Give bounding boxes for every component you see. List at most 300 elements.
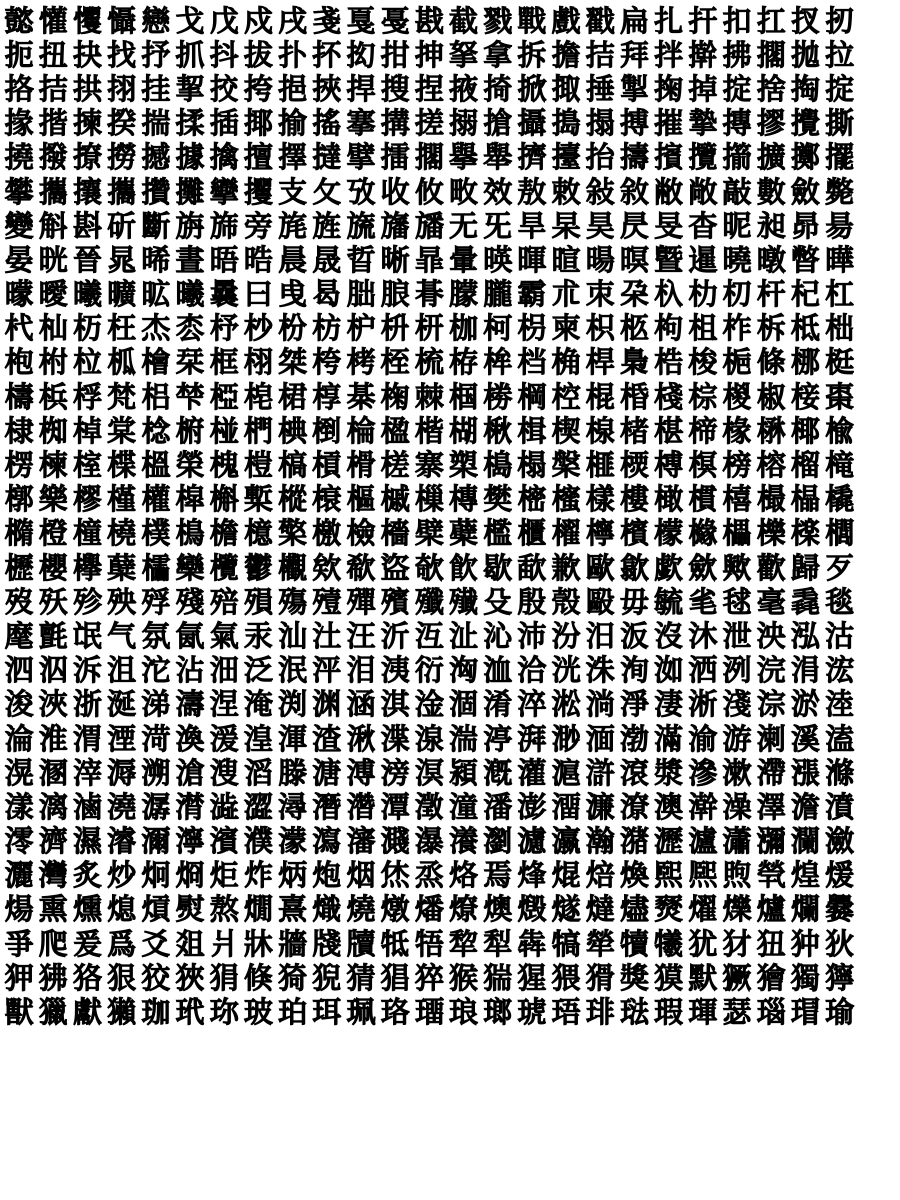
glyph: 攀 <box>4 174 34 209</box>
glyph: 犧 <box>654 926 684 961</box>
glyph-row <box>2 38 900 72</box>
glyph: 歔 <box>654 550 684 585</box>
glyph: 滷 <box>72 789 102 824</box>
glyph-row <box>2 141 900 175</box>
glyph: 滲 <box>688 755 718 790</box>
glyph: 殪 <box>312 584 342 619</box>
glyph: 椚 <box>243 413 273 448</box>
glyph: 揆 <box>107 106 137 141</box>
glyph: 櫚 <box>825 516 855 551</box>
glyph: 暃 <box>414 242 444 277</box>
glyph: 涵 <box>346 687 376 722</box>
glyph: 曁 <box>654 242 684 277</box>
glyph: 昵 <box>722 208 752 243</box>
glyph: 瑜 <box>825 995 855 1030</box>
glyph: 棊 <box>346 379 376 414</box>
glyph: 涓 <box>790 653 820 688</box>
glyph: 枡 <box>380 311 410 346</box>
glyph: 杪 <box>243 311 273 346</box>
glyph: 殳 <box>483 584 513 619</box>
glyph: 槊 <box>449 448 479 483</box>
glyph: 氛 <box>141 618 171 653</box>
glyph: 毬 <box>722 584 752 619</box>
glyph: 收 <box>380 174 410 209</box>
glyph: 檄 <box>312 516 342 551</box>
glyph-row <box>2 654 900 688</box>
glyph: 搶 <box>483 106 513 141</box>
glyph: 浚 <box>4 687 34 722</box>
glyph: 棆 <box>346 413 376 448</box>
glyph-row <box>2 859 900 893</box>
glyph: 椶 <box>722 379 752 414</box>
glyph: 戌 <box>278 3 308 38</box>
glyph: 澳 <box>654 789 684 824</box>
glyph: 濺 <box>380 824 410 859</box>
glyph: 曦 <box>72 277 102 312</box>
glyph: 溷 <box>38 755 68 790</box>
glyph: 杤 <box>72 311 102 346</box>
glyph: 爿 <box>209 926 239 961</box>
glyph: 棘 <box>414 379 444 414</box>
glyph: 杞 <box>790 277 820 312</box>
glyph: 珥 <box>312 995 342 1030</box>
glyph: 梵 <box>107 379 137 414</box>
glyph: 燬 <box>517 892 547 927</box>
glyph: 澑 <box>551 789 581 824</box>
glyph: 戄 <box>72 3 102 38</box>
glyph: 拂 <box>722 37 752 72</box>
glyph: 涸 <box>449 687 479 722</box>
glyph: 渫 <box>380 721 410 756</box>
glyph: 挍 <box>209 71 239 106</box>
glyph: 气 <box>107 618 137 653</box>
glyph: 狃 <box>756 926 786 961</box>
glyph: 枉 <box>107 311 137 346</box>
glyph: 柧 <box>107 345 137 380</box>
glyph: 棣 <box>4 413 34 448</box>
glyph: 烝 <box>414 858 444 893</box>
glyph: 渙 <box>175 721 205 756</box>
glyph: 樞 <box>346 482 376 517</box>
glyph: 拜 <box>619 37 649 72</box>
glyph: 沚 <box>449 618 479 653</box>
glyph: 澪 <box>4 824 34 859</box>
glyph: 擱 <box>414 140 444 175</box>
glyph: 槐 <box>209 448 239 483</box>
glyph: 栩 <box>243 345 273 380</box>
glyph: 橢 <box>4 516 34 551</box>
glyph: 獵 <box>38 995 68 1030</box>
glyph: 枷 <box>449 311 479 346</box>
glyph: 柬 <box>551 311 581 346</box>
glyph: 桴 <box>72 379 102 414</box>
glyph: 歸 <box>790 550 820 585</box>
glyph: 淬 <box>517 687 547 722</box>
glyph: 榮 <box>175 448 205 483</box>
glyph: 歟 <box>722 550 752 585</box>
glyph: 敝 <box>654 174 684 209</box>
glyph: 椨 <box>175 413 205 448</box>
glyph: 扣 <box>722 3 752 38</box>
glyph: 椽 <box>722 413 752 448</box>
glyph: 擀 <box>688 37 718 72</box>
glyph: 櫃 <box>517 516 547 551</box>
glyph: 瑕 <box>654 995 684 1030</box>
glyph: 杠 <box>825 277 855 312</box>
glyph: 瀉 <box>312 824 342 859</box>
glyph-row <box>2 4 900 38</box>
glyph: 枌 <box>278 311 308 346</box>
glyph: 溟 <box>414 755 444 790</box>
glyph-row <box>2 893 900 927</box>
glyph: 敲 <box>722 174 752 209</box>
glyph: 擡 <box>551 140 581 175</box>
glyph: 棠 <box>107 413 137 448</box>
glyph: 洙 <box>585 653 615 688</box>
glyph: 榱 <box>312 482 342 517</box>
glyph: 潦 <box>619 789 649 824</box>
glyph: 欟 <box>278 550 308 585</box>
glyph: 焉 <box>483 858 513 893</box>
glyph: 淹 <box>243 687 273 722</box>
glyph: 椡 <box>312 413 342 448</box>
glyph: 榾 <box>346 448 376 483</box>
glyph: 抝 <box>346 37 376 72</box>
glyph: 渟 <box>483 721 513 756</box>
glyph: 斷 <box>141 208 171 243</box>
glyph-row <box>2 688 900 722</box>
glyph: 棕 <box>688 379 718 414</box>
glyph: 濆 <box>825 789 855 824</box>
glyph: 歹 <box>825 550 855 585</box>
glyph: 沮 <box>107 653 137 688</box>
glyph: 潺 <box>141 789 171 824</box>
glyph: 槨 <box>4 482 34 517</box>
glyph: 槹 <box>175 482 205 517</box>
glyph: 擅 <box>243 140 273 175</box>
glyph: 殯 <box>380 584 410 619</box>
glyph: 曵 <box>278 277 308 312</box>
glyph: 欖 <box>209 550 239 585</box>
glyph: 朦 <box>449 277 479 312</box>
glyph: 熹 <box>278 892 308 927</box>
glyph: 沾 <box>175 653 205 688</box>
glyph: 濂 <box>585 789 615 824</box>
glyph: 毫 <box>756 584 786 619</box>
glyph: 犇 <box>517 926 547 961</box>
glyph: 楝 <box>38 448 68 483</box>
glyph: 橙 <box>38 516 68 551</box>
glyph: 涕 <box>141 687 171 722</box>
glyph: 挌 <box>4 71 34 106</box>
glyph: 撻 <box>312 140 342 175</box>
glyph: 淅 <box>688 687 718 722</box>
glyph: 殀 <box>38 584 68 619</box>
glyph: 珈 <box>141 995 171 1030</box>
glyph: 渾 <box>278 721 308 756</box>
glyph: 歐 <box>585 550 615 585</box>
glyph: 煬 <box>4 892 34 927</box>
glyph: 戀 <box>141 3 171 38</box>
glyph: 潭 <box>380 789 410 824</box>
glyph: 枸 <box>654 311 684 346</box>
glyph: 旁 <box>243 208 273 243</box>
glyph: 浹 <box>38 687 68 722</box>
glyph: 橸 <box>790 482 820 517</box>
glyph: 游 <box>722 721 752 756</box>
glyph: 氈 <box>38 618 68 653</box>
glyph: 澣 <box>688 789 718 824</box>
glyph: 渭 <box>72 721 102 756</box>
glyph: 挾 <box>312 71 342 106</box>
glyph: 懿 <box>4 3 34 38</box>
glyph: 杆 <box>756 277 786 312</box>
glyph: 涎 <box>107 687 137 722</box>
glyph: 汨 <box>585 618 615 653</box>
glyph: 擶 <box>722 140 752 175</box>
glyph: 炙 <box>72 858 102 893</box>
glyph: 瑙 <box>756 995 786 1030</box>
glyph: 檍 <box>243 516 273 551</box>
glyph: 燧 <box>551 892 581 927</box>
glyph: 滉 <box>4 755 34 790</box>
glyph: 歿 <box>4 584 34 619</box>
glyph: 掎 <box>483 71 513 106</box>
glyph: 檬 <box>654 516 684 551</box>
glyph: 斟 <box>72 208 102 243</box>
glyph: 熈 <box>688 858 718 893</box>
glyph: 犲 <box>722 926 752 961</box>
glyph: 拑 <box>380 37 410 72</box>
glyph: 熨 <box>175 892 205 927</box>
glyph: 煦 <box>722 858 752 893</box>
glyph: 栞 <box>175 345 205 380</box>
glyph: 敞 <box>688 174 718 209</box>
glyph: 湫 <box>346 721 376 756</box>
glyph: 蘗 <box>449 516 479 551</box>
glyph: 梔 <box>722 345 752 380</box>
glyph: 戲 <box>551 3 581 38</box>
glyph: 燉 <box>380 892 410 927</box>
glyph: 橈 <box>107 516 137 551</box>
glyph: 戳 <box>585 3 615 38</box>
glyph-row <box>2 72 900 106</box>
glyph: 枅 <box>414 311 444 346</box>
glyph: 溏 <box>312 755 342 790</box>
glyph: 抉 <box>72 37 102 72</box>
glyph: 柩 <box>619 311 649 346</box>
glyph: 戡 <box>414 3 444 38</box>
glyph: 潛 <box>312 789 342 824</box>
glyph: 殘 <box>175 584 205 619</box>
glyph: 狢 <box>72 960 102 995</box>
glyph: 抖 <box>209 37 239 72</box>
glyph: 暾 <box>756 242 786 277</box>
glyph: 拮 <box>38 71 68 106</box>
glyph: 濱 <box>209 824 239 859</box>
glyph: 椪 <box>209 413 239 448</box>
glyph: 沱 <box>141 653 171 688</box>
glyph: 昜 <box>825 208 855 243</box>
glyph: 榧 <box>585 448 615 483</box>
glyph: 榕 <box>756 448 786 483</box>
glyph: 樶 <box>756 482 786 517</box>
glyph-row <box>2 448 900 482</box>
glyph: 朶 <box>619 277 649 312</box>
glyph: 旱 <box>517 208 547 243</box>
glyph-row <box>2 551 900 585</box>
glyph: 殃 <box>107 584 137 619</box>
glyph: 淦 <box>414 687 444 722</box>
glyph: 淇 <box>380 687 410 722</box>
glyph: 旃 <box>175 208 205 243</box>
glyph: 獪 <box>756 960 786 995</box>
glyph-row <box>2 175 900 209</box>
glyph: 棗 <box>825 379 855 414</box>
glyph: 欸 <box>312 550 342 585</box>
glyph: 濟 <box>38 824 68 859</box>
glyph: 洸 <box>551 653 581 688</box>
glyph: 汾 <box>551 618 581 653</box>
glyph: 擘 <box>346 140 376 175</box>
glyph: 揩 <box>38 106 68 141</box>
glyph: 梏 <box>654 345 684 380</box>
glyph: 漾 <box>4 789 34 824</box>
glyph: 炬 <box>209 858 239 893</box>
glyph: 朧 <box>483 277 513 312</box>
glyph: 戞 <box>380 3 410 38</box>
glyph: 澡 <box>722 789 752 824</box>
glyph: 歉 <box>551 550 581 585</box>
glyph: 棹 <box>72 413 102 448</box>
glyph: 猯 <box>483 960 513 995</box>
glyph: 栲 <box>346 345 376 380</box>
glyph: 椦 <box>483 379 513 414</box>
glyph: 榲 <box>141 448 171 483</box>
glyph: 灑 <box>4 858 34 893</box>
glyph: 洟 <box>380 653 410 688</box>
glyph: 爼 <box>175 926 205 961</box>
glyph: 槲 <box>209 482 239 517</box>
glyph: 杳 <box>688 208 718 243</box>
glyph: 戰 <box>517 3 547 38</box>
glyph: 暘 <box>585 242 615 277</box>
glyph: 拌 <box>654 37 684 72</box>
glyph: 敕 <box>551 174 581 209</box>
glyph: 犢 <box>619 926 649 961</box>
glyph: 攸 <box>414 174 444 209</box>
glyph: 淌 <box>585 687 615 722</box>
glyph: 曄 <box>825 242 855 277</box>
glyph: 橇 <box>825 482 855 517</box>
glyph: 沂 <box>380 618 410 653</box>
glyph: 潴 <box>619 824 649 859</box>
glyph: 爭 <box>4 926 34 961</box>
glyph: 槧 <box>243 482 273 517</box>
glyph: 燿 <box>688 892 718 927</box>
glyph: 狎 <box>4 960 34 995</box>
glyph-row <box>2 790 900 824</box>
glyph: 揉 <box>175 106 205 141</box>
glyph: 撩 <box>72 140 102 175</box>
glyph-row <box>2 243 900 277</box>
glyph: 滾 <box>619 755 649 790</box>
glyph: 棔 <box>619 379 649 414</box>
glyph: 擯 <box>654 140 684 175</box>
glyph: 熏 <box>38 892 68 927</box>
glyph: 狄 <box>825 926 855 961</box>
glyph: 榻 <box>517 448 547 483</box>
glyph: 扁 <box>619 3 649 38</box>
glyph: 戛 <box>346 3 376 38</box>
glyph: 澹 <box>790 789 820 824</box>
glyph: 攜 <box>38 174 68 209</box>
glyph: 槫 <box>449 482 479 517</box>
glyph-row <box>2 483 900 517</box>
glyph-row <box>2 961 900 995</box>
glyph: 攫 <box>243 174 273 209</box>
glyph: 櫺 <box>141 550 171 585</box>
glyph: 曖 <box>38 277 68 312</box>
glyph: 楹 <box>380 413 410 448</box>
glyph-row <box>2 517 900 551</box>
glyph: 櫻 <box>38 550 68 585</box>
glyph: 瀑 <box>414 824 444 859</box>
glyph: 拱 <box>72 71 102 106</box>
glyph: 毯 <box>825 584 855 619</box>
glyph: 欒 <box>175 550 205 585</box>
glyph: 珮 <box>346 995 376 1030</box>
glyph: 抒 <box>141 37 171 72</box>
glyph: 犒 <box>551 926 581 961</box>
glyph: 槞 <box>825 448 855 483</box>
glyph: 炮 <box>312 858 342 893</box>
glyph: 朮 <box>551 277 581 312</box>
glyph: 瀋 <box>346 824 376 859</box>
glyph-row <box>2 995 900 1029</box>
glyph: 檣 <box>380 516 410 551</box>
glyph: 淨 <box>619 687 649 722</box>
glyph: 擠 <box>517 140 547 175</box>
glyph: 捶 <box>585 71 615 106</box>
glyph: 搜 <box>380 71 410 106</box>
glyph: 猗 <box>278 960 308 995</box>
glyph: 撼 <box>141 140 171 175</box>
glyph: 漿 <box>654 755 684 790</box>
glyph: 柞 <box>722 311 752 346</box>
glyph: 槓 <box>312 448 342 483</box>
glyph: 衍 <box>414 653 444 688</box>
glyph: 焙 <box>585 858 615 893</box>
glyph: 獺 <box>107 995 137 1030</box>
glyph: 搦 <box>449 106 479 141</box>
glyph: 杣 <box>38 311 68 346</box>
glyph: 濬 <box>107 824 137 859</box>
glyph: 殱 <box>449 584 479 619</box>
glyph: 熾 <box>312 892 342 927</box>
glyph: 湮 <box>107 721 137 756</box>
glyph: 澁 <box>209 789 239 824</box>
glyph: 濛 <box>278 824 308 859</box>
glyph: 椒 <box>756 379 786 414</box>
glyph: 瀝 <box>654 824 684 859</box>
glyph: 泙 <box>312 653 342 688</box>
glyph: 敍 <box>585 174 615 209</box>
glyph: 暉 <box>517 242 547 277</box>
glyph: 楮 <box>619 413 649 448</box>
glyph: 櫞 <box>688 516 718 551</box>
glyph: 扑 <box>278 37 308 72</box>
